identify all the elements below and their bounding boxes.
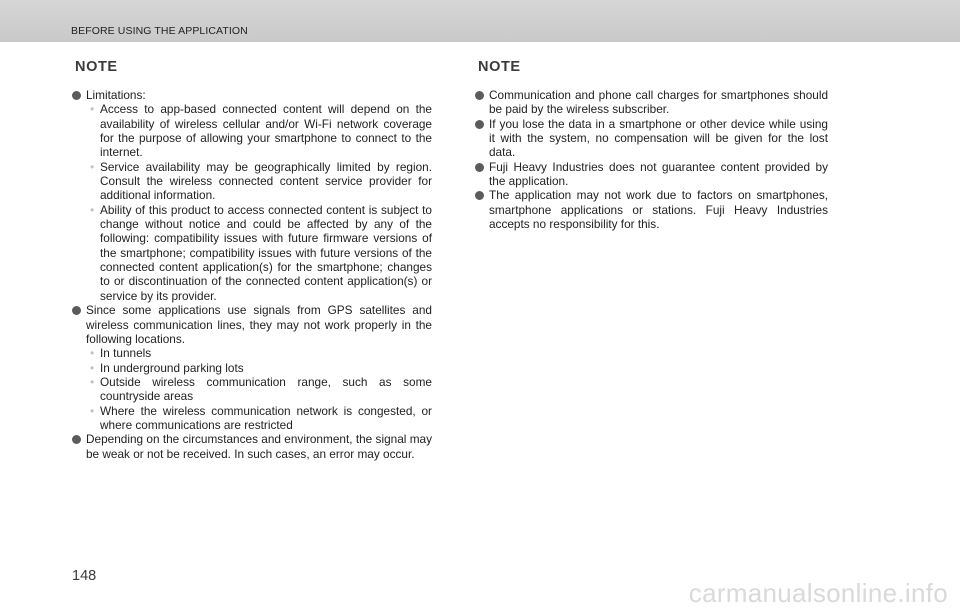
sub-item-text: Ability of this product to access connected content is subject to change without notice and could be affected by any of the following: compatibility issues with future firmware versions of the smartphone; compatibility issues with future versions of the connected content application(s) for the smartphone; changes to or discontinuation of the connected content application(s) or service by its provider. <box>100 202 432 303</box>
sub-item <box>86 160 432 203</box>
sub-item-text: In underground parking lots <box>100 360 244 375</box>
note-title: NOTE <box>75 59 118 75</box>
left-note <box>72 58 432 461</box>
bullet-icon <box>475 163 484 172</box>
header-bar <box>0 0 960 42</box>
sub-item <box>86 404 432 433</box>
sub-bullet-icon: • <box>90 403 95 418</box>
note-text: Fuji Heavy Industries does not guarantee content provided by the application. <box>489 159 828 189</box>
sub-bullet-icon: • <box>90 202 95 217</box>
note-list <box>475 88 828 231</box>
right-note <box>475 58 828 231</box>
page-number: 148 <box>72 568 97 584</box>
note-item <box>72 432 432 461</box>
note-text: The application may not work due to factors on smartphones, smartphone applications or stations. Fuji Heavy Industries accepts no responsibility for this. <box>489 188 828 232</box>
note-item <box>475 117 828 160</box>
watermark: carmanualsonline.info <box>688 578 948 608</box>
sub-item <box>86 102 432 159</box>
sub-item-text: Where the wireless communication network is congested, or where communications are restricted <box>100 403 432 432</box>
note-item <box>475 88 828 117</box>
sub-item <box>86 375 432 404</box>
sub-bullet-icon: • <box>90 159 95 174</box>
note-item <box>475 160 828 189</box>
section-title: BEFORE USING THE APPLICATION <box>71 25 248 37</box>
bullet-icon <box>72 91 81 100</box>
note-list <box>72 88 432 461</box>
sub-item-text: In tunnels <box>100 346 152 361</box>
sub-item-text: Access to app-based connected content will depend on the availability of wireless cellular and/or Wi-Fi network coverage for the purpose of allowing your smartphone to connect to the internet. <box>100 102 432 160</box>
sub-item <box>86 203 432 303</box>
sub-item-text: Service availability may be geographically limited by region. Consult the wireless connected content service provider for additional information. <box>100 159 432 203</box>
note-text: Communication and phone call charges for smartphones should be paid by the wireless subscriber. <box>489 88 828 117</box>
sub-list <box>86 102 432 303</box>
sub-list <box>86 346 432 432</box>
sub-item <box>86 361 432 375</box>
sub-item <box>86 346 432 360</box>
sub-item-text: Outside wireless communication range, such as some countryside areas <box>100 374 432 404</box>
note-item <box>475 188 828 231</box>
sub-bullet-icon: • <box>90 102 95 117</box>
sub-bullet-icon: • <box>90 360 95 375</box>
sub-bullet-icon: • <box>90 346 95 361</box>
bullet-icon <box>475 120 484 129</box>
bullet-icon <box>72 435 81 444</box>
bullet-icon <box>475 91 484 100</box>
sub-bullet-icon: • <box>90 374 95 389</box>
note-text: Since some applications use signals from GPS satellites and wireless communication lines, they may not work properly in the following locations. <box>86 303 432 346</box>
note-text: If you lose the data in a smartphone or other device while using it with the system, no compensation will be given for the lost data. <box>489 116 828 160</box>
note-text: Limitations: <box>86 88 146 102</box>
note-title: NOTE <box>478 59 521 75</box>
bullet-icon <box>72 306 81 315</box>
note-item <box>72 303 432 432</box>
bullet-icon <box>475 191 484 200</box>
note-item <box>72 88 432 303</box>
note-text: Depending on the circumstances and environment, the signal may be weak or not be received. In such cases, an error may occur. <box>86 432 432 461</box>
